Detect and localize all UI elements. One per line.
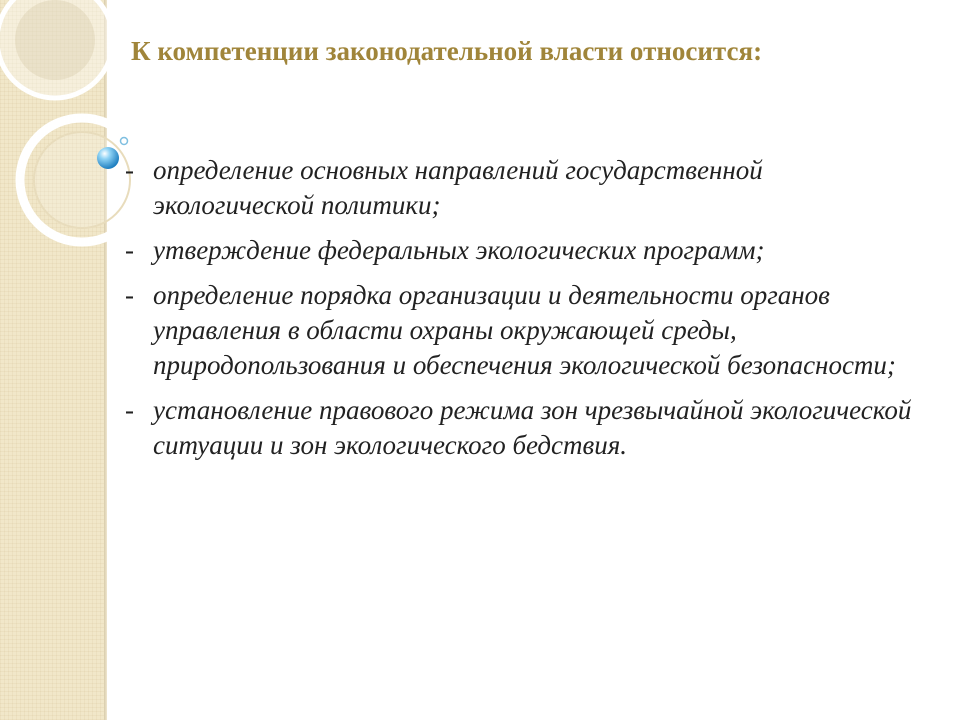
bullet-dash: - xyxy=(125,235,134,265)
list-item-text: определение основных направлений государственной экологической политики; xyxy=(153,155,763,220)
bullet-dash: - xyxy=(125,395,134,425)
decorative-rings xyxy=(0,0,140,260)
list-item xyxy=(125,233,925,268)
bullet-list xyxy=(125,153,925,473)
list-item-text: определение порядка организации и деятельности органов управления в области охраны окружающей среды, природопользования и обеспечения экологической безопасности; xyxy=(153,280,896,380)
blue-sphere-icon xyxy=(97,147,119,169)
bullet-dash: - xyxy=(125,155,134,185)
list-item-text: установление правового режима зон чрезвычайной экологической ситуации и зон экологического бедствия. xyxy=(153,395,912,460)
slide-title: К компетенции законодательной власти относится: xyxy=(131,36,763,66)
list-item-text: утверждение федеральных экологических программ; xyxy=(153,235,765,265)
list-item xyxy=(125,393,925,463)
bullet-dash: - xyxy=(125,280,134,310)
list-item xyxy=(125,153,925,223)
list-item xyxy=(125,278,925,383)
